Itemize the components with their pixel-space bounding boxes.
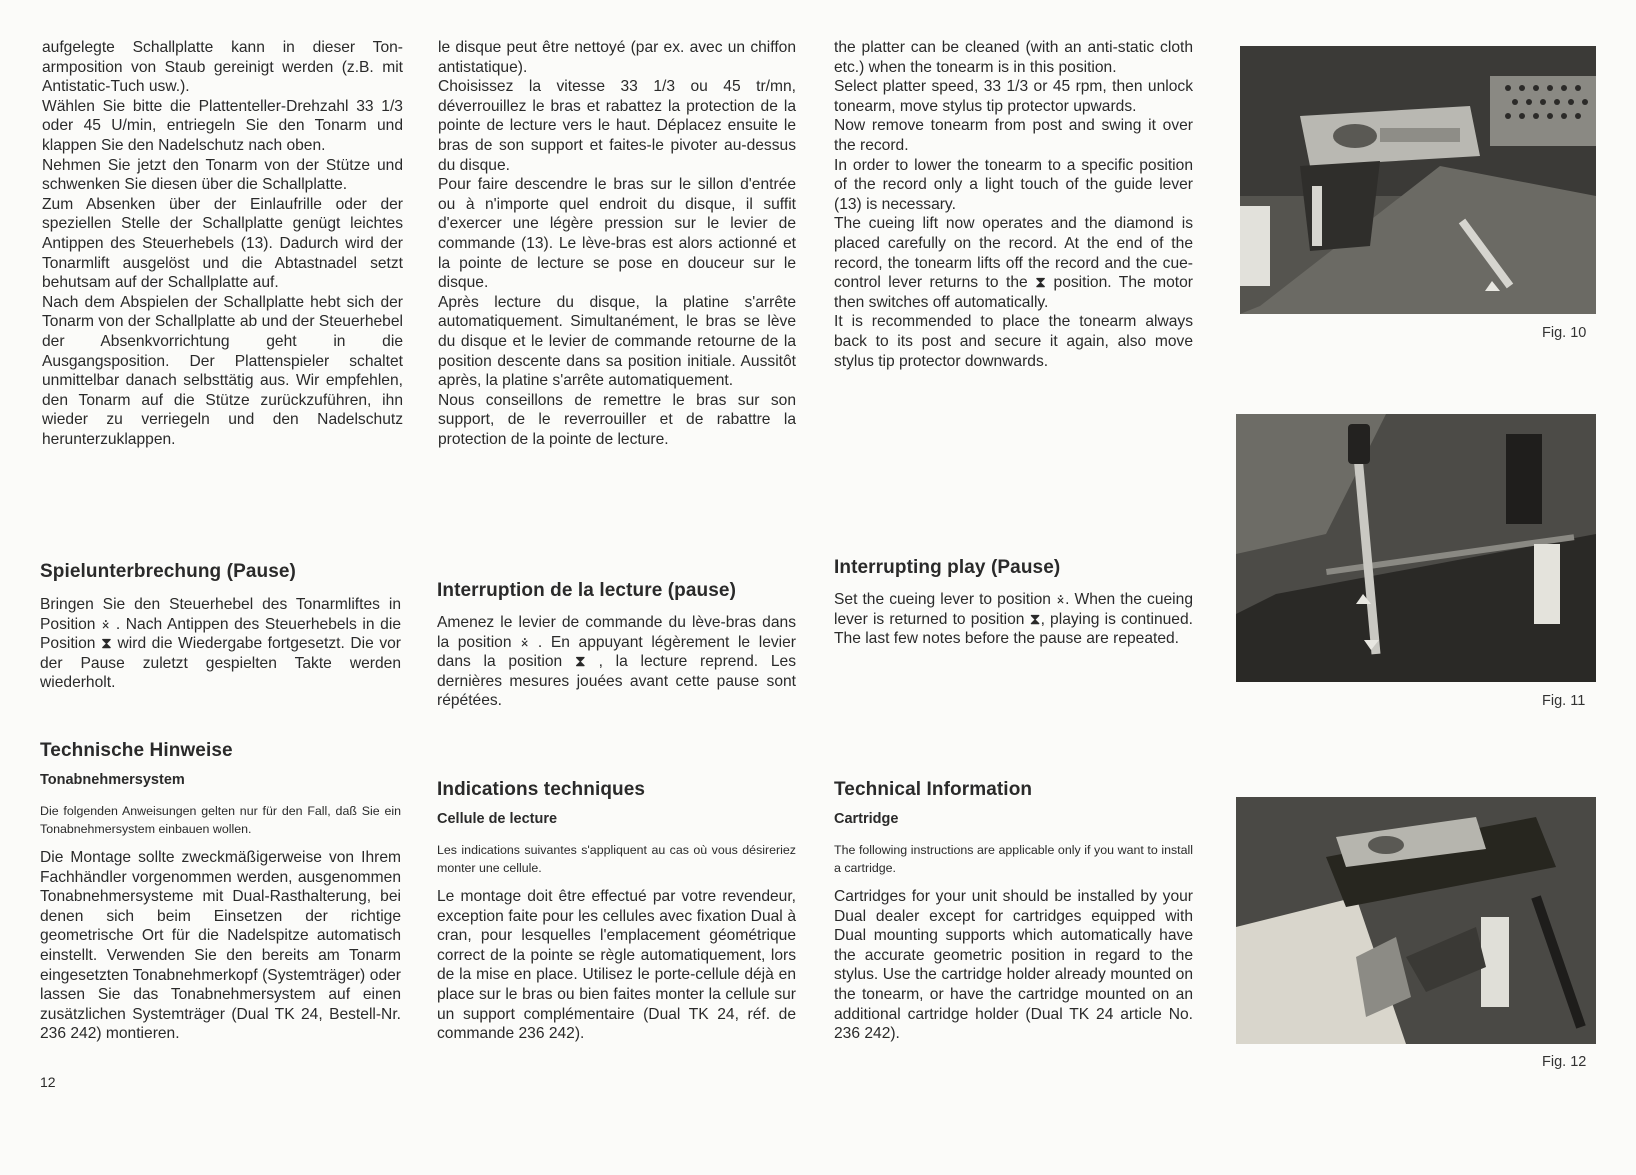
paragraph: Pour faire descendre le bras sur le sillon d'entrée ou à n'importe quel endroit du disque, il suffit d'exercer une légère pression sur le levier de commande (13). Le lève-bras est alors actionné et la pointe de lecture se pose en douceur sur le disque. <box>438 176 796 292</box>
cartridge-install-photo <box>1236 797 1596 1044</box>
figure-10-caption: Fig. 10 <box>1542 325 1587 341</box>
german-pause-section <box>40 595 401 693</box>
paragraph: le disque peut être nettoyé (par ex. avec un chiffon antistatique). <box>438 39 796 76</box>
figure-12-caption: Fig. 12 <box>1542 1054 1587 1070</box>
french-pause-section <box>437 613 796 711</box>
paragraph: It is recommended to place the tonearm always back to its post and secure it again, also move stylus tip protector downwards. <box>834 313 1193 370</box>
figure-11-caption: Fig. 11 <box>1542 693 1586 709</box>
paragraph: Now remove tonearm from post and swing it over the record. <box>834 117 1193 154</box>
paragraph: Choisissez la vitesse 33 1/3 ou 45 tr/mn, déverrouillez le bras et rabattez la protection de la pointe de lecture vers le haut. Déplacez ensuite le bras de son support et faites-le pivoter au-dessus du disque. <box>438 78 796 174</box>
french-tech-subheading: Cellule de lecture <box>437 811 558 827</box>
tonearm-headshell-photo <box>1240 46 1596 314</box>
english-tech-heading: Technical Information <box>834 779 1033 800</box>
english-tech-subheading: Cartridge <box>834 811 899 827</box>
page-number: 12 <box>40 1074 56 1090</box>
german-tech-section <box>40 766 401 1044</box>
german-tech-body: Die Montage sollte zweckmäßigerweise von Ihrem Fachhändler vorgenommen werden, ausgenommen Tonabnehmersysteme mit Dual-Rasthalterung, bei denen sich beim Einsetzen der richtige geometrische Ort für die Nadelspitze automatisch einstellt. Verwenden Sie den bereits am Tonarm eingesetzten Tonabnehmerkopf (Systemträger) oder lassen Sie das Tonabnehmersystem auf einen zusätzlichen Systemträger (Dual TK 24, Bestell-Nr. 236 242) montieren. <box>40 849 401 1043</box>
paragraph: The cueing lift now operates and the diamond is placed carefully on the record. At the end of the record, the tonearm lifts off the record and the cue-control lever returns to the ⧗ position. The motor then switches off automatically. <box>834 215 1193 311</box>
german-pause-heading: Spielunterbrechung (Pause) <box>40 561 296 582</box>
english-pause-text: Set the cueing lever to position ⨰. When the cueing lever is returned to position ⧗, playing is continued. The last few notes before the pause are repeated. <box>834 591 1193 648</box>
paragraph: Nach dem Abspielen der Schallplatte hebt sich der Tonarm von der Schallplatte ab und der Steuerhebel der Absenkvorrichtung geht in die Ausgangsposition. Der Plattenspieler schaltet unmittelbar danach selbsttätig aus. Wir empfehlen, den Tonarm auf die Stütze zurückzuführen, ihn wieder zu verriegeln und den Nadelschutz herunterzuklappen. <box>42 293 403 448</box>
paragraph: the platter can be cleaned (with an anti-static cloth etc.) when the tonearm is in this position. <box>834 39 1193 76</box>
german-tech-subheading: Tonabnehmersystem <box>40 772 185 788</box>
paragraph: Select platter speed, 33 1/3 or 45 rpm, then unlock tonearm, move stylus tip protector upwards. <box>834 78 1193 115</box>
french-tech-note: Les indications suivantes s'appliquent au cas où vous désireriez monter une cellule. <box>437 843 796 875</box>
paragraph: In order to lower the tonearm to a specific position of the record only a light touch of the guide lever (13) is necessary. <box>834 156 1193 213</box>
paragraph: Nehmen Sie jetzt den Tonarm von der Stütze und schwenken Sie diesen über die Schallplatte. <box>42 156 403 194</box>
paragraph: Après lecture du disque, la platine s'arrête automatiquement. Simultanément, le bras se lève du disque et le levier de commande retourne de la position descente dans sa position initiale. Aussitôt après, la platine s'arrête automatiquement. <box>438 293 796 390</box>
german-intro <box>42 38 403 449</box>
english-pause-heading: Interrupting play (Pause) <box>834 557 1061 578</box>
french-tech-heading: Indications techniques <box>437 779 646 800</box>
german-tech-heading: Technische Hinweise <box>40 740 233 761</box>
french-pause-heading: Interruption de la lecture (pause) <box>437 580 737 601</box>
paragraph: Wählen Sie bitte die Plattenteller-Drehzahl 33 1/3 oder 45 U/min, entriegeln Sie den Tonarm und klappen Sie den Nadelschutz nach oben. <box>42 97 403 154</box>
figure-12-photo <box>1236 797 1596 1044</box>
paragraph: Zum Absenken über der Einlaufrille oder der speziellen Stelle der Schallplatte genügt leichtes Antippen des Steuerhebels (13). Dadurch wird der Tonarmlift ausgelöst und die Abtastnadel setzt behutsam auf der Schallplatte auf. <box>42 195 403 292</box>
german-pause-text: Bringen Sie den Steuerhebel des Tonarmliftes in Position ⨰ . Nach Antippen des Steuerhebels in die Position ⧗ wird die Wiedergabe fortgesetzt. Die vor der Pause zuletzt gespielten Takte werden wiederholt. <box>40 596 401 692</box>
english-pause-section <box>834 590 1193 649</box>
french-intro <box>438 38 796 449</box>
french-pause-text: Amenez le levier de commande du lève-bras dans la position ⨰ . En appuyant légèrement le levier dans la position ⧗ , la lecture reprend. Les dernières mesures jouées avant cette pause sont répétées. <box>437 614 796 710</box>
english-tech-body: Cartridges for your unit should be installed by your Dual dealer except for cartridges equipped with Dual mounting supports which automatically have the accurate geometric position in regard to the stylus. Use the cartridge holder already mounted on the tonearm, or have the cartridge mounted on an additional cartridge holder (Dual TK 24 article No. 236 242). <box>834 888 1193 1043</box>
figure-11-photo <box>1236 414 1596 682</box>
english-intro <box>834 38 1193 371</box>
paragraph: Nous conseillons de remettre le bras sur son support, de le reverrouiller et de rabattre la protection de la pointe de lecture. <box>438 391 796 448</box>
german-tech-note: Die folgenden Anweisungen gelten nur für den Fall, daß Sie ein Tonabnehmersystem einbauen wollen. <box>40 804 401 836</box>
french-tech-body: Le montage doit être effectué par votre revendeur, exception faite pour les cellules avec fixation Dual à cran, pour lesquelles l'emplacement géométrique correct de la pointe se règle automatiquement, lors de la mise en place. Utilisez le porte-cellule déjà en place sur le bras ou bien faites monter la cellule sur un support complémentaire (Dual TK 24, réf. de commande 236 242). <box>437 888 796 1043</box>
cueing-lever-photo <box>1236 414 1596 682</box>
english-tech-note: The following instructions are applicable only if you want to install a cartridge. <box>834 843 1193 875</box>
paragraph: aufgelegte Schallplatte kann in dieser Tonarmposition von Staub gereinigt werden (z.B. mit Antistatic-Tuch usw.). <box>42 39 403 96</box>
english-tech-section <box>834 805 1193 1044</box>
french-tech-section <box>437 805 796 1044</box>
figure-10-photo <box>1240 46 1596 314</box>
